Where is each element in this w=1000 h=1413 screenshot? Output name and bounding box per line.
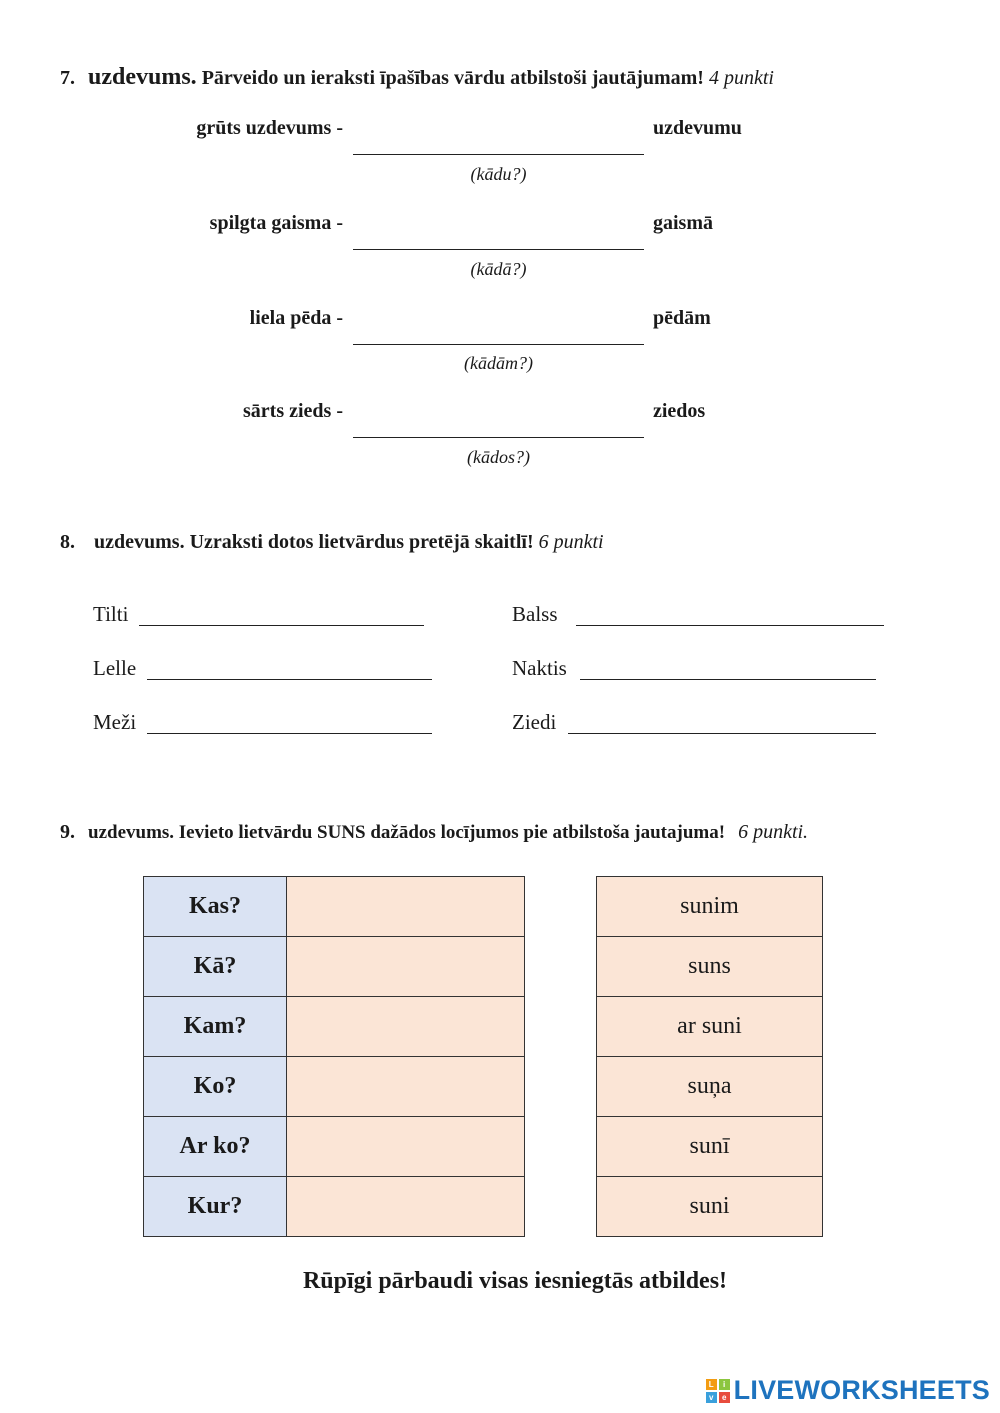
task7-answer-input[interactable] [353, 120, 644, 154]
task9-instruction: uzdevums. Ievieto lietvārdu SUNS dažādos locījumos pie atbilstoša jautajuma! [88, 822, 726, 843]
task7-hint: (kādu?) [470, 164, 527, 184]
draggable-option[interactable]: sunī [597, 1117, 823, 1177]
task7-instruction: Pārveido un ieraksti īpašības vārdu atbilstoši jautājumam! [201, 67, 704, 89]
task9-options-table [596, 876, 823, 1237]
task7-hint: (kādā?) [470, 259, 527, 279]
task7-target: gaismā [653, 212, 713, 234]
logo-letter: i [719, 1379, 730, 1390]
task7-answer-line [353, 249, 644, 250]
table-row [144, 1177, 525, 1237]
task7-heading [60, 64, 774, 91]
task7-target: uzdevumu [653, 117, 742, 139]
task7-answer-line [353, 154, 644, 155]
logo-letter: L [706, 1379, 717, 1390]
task8-instruction: uzdevums. Uzraksti dotos lietvārdus pretējā skaitlī! [94, 531, 534, 553]
table-row [144, 937, 525, 997]
task8-points: 6 punkti [538, 531, 604, 553]
case-question: Kā? [144, 937, 287, 997]
answer-drop-zone[interactable] [287, 1177, 525, 1237]
task7-target: ziedos [653, 400, 706, 422]
task9-question-table [143, 876, 525, 1237]
table-row [144, 1057, 525, 1117]
task7-hint: (kādām?) [464, 353, 533, 373]
case-question: Ko? [144, 1057, 287, 1117]
task7-word: uzdevums. [88, 64, 197, 90]
logo-text: LIVEWORKSHEETS [733, 1375, 990, 1405]
task7-label: sārts zieds - [243, 400, 343, 422]
closing-note: Rūpīgi pārbaudi visas iesniegtās atbildes! [302, 1268, 728, 1294]
case-question: Kam? [144, 997, 287, 1057]
task9-number: 9. [60, 821, 75, 843]
task9-heading [60, 821, 808, 844]
draggable-option[interactable]: ar suni [597, 997, 823, 1057]
task7-answer-input[interactable] [353, 403, 644, 437]
task7-hint: (kādos?) [467, 447, 530, 467]
logo-letter: e [719, 1392, 730, 1403]
table-row [597, 1177, 823, 1237]
case-question: Kas? [144, 877, 287, 937]
task8-answer-input[interactable] [147, 706, 432, 736]
task8-answer-line [147, 733, 432, 734]
draggable-option[interactable]: suņa [597, 1057, 823, 1117]
task7-target: pēdām [653, 307, 711, 329]
task8-answer-line [139, 625, 424, 626]
task8-word: Balss [512, 602, 558, 626]
task8-number: 8. [60, 531, 75, 553]
task7-answer-line [353, 344, 644, 345]
task7-label: spilgta gaisma - [209, 212, 343, 234]
task7-answer-line [353, 437, 644, 438]
logo-mark-icon [706, 1379, 730, 1403]
answer-drop-zone[interactable] [287, 1057, 525, 1117]
table-row [597, 997, 823, 1057]
task7-answer-input[interactable] [353, 310, 644, 344]
draggable-option[interactable]: sunim [597, 877, 823, 937]
case-question: Kur? [144, 1177, 287, 1237]
table-row [144, 997, 525, 1057]
task8-answer-line [576, 625, 884, 626]
task8-word: Tilti [93, 602, 129, 626]
table-row [597, 1117, 823, 1177]
table-row [144, 877, 525, 937]
logo-letter: v [706, 1392, 717, 1403]
task8-word: Meži [93, 710, 137, 734]
liveworksheets-logo [706, 1375, 990, 1406]
task7-answer-input[interactable] [353, 215, 644, 249]
task8-answer-input[interactable] [147, 652, 432, 682]
task8-answer-input[interactable] [568, 706, 876, 736]
task8-answer-input[interactable] [576, 598, 884, 628]
task9-points: 6 punkti. [738, 821, 809, 843]
task8-answer-line [147, 679, 432, 680]
answer-drop-zone[interactable] [287, 877, 525, 937]
task8-answer-input[interactable] [139, 598, 424, 628]
task7-number: 7. [60, 67, 75, 89]
draggable-option[interactable]: suni [597, 1177, 823, 1237]
answer-drop-zone[interactable] [287, 1117, 525, 1177]
task7-label: grūts uzdevums - [196, 117, 343, 139]
task8-heading [60, 531, 604, 554]
task8-word: Lelle [93, 656, 137, 680]
table-row [597, 877, 823, 937]
task8-answer-line [568, 733, 876, 734]
task8-word: Ziedi [512, 710, 557, 734]
table-row [597, 937, 823, 997]
task8-answer-input[interactable] [580, 652, 876, 682]
draggable-option[interactable]: suns [597, 937, 823, 997]
task7-points: 4 punkti [708, 67, 774, 89]
case-question: Ar ko? [144, 1117, 287, 1177]
answer-drop-zone[interactable] [287, 937, 525, 997]
task8-word: Naktis [512, 656, 567, 680]
task8-answer-line [580, 679, 876, 680]
answer-drop-zone[interactable] [287, 997, 525, 1057]
table-row [144, 1117, 525, 1177]
task7-label: liela pēda - [249, 307, 343, 329]
table-row [597, 1057, 823, 1117]
